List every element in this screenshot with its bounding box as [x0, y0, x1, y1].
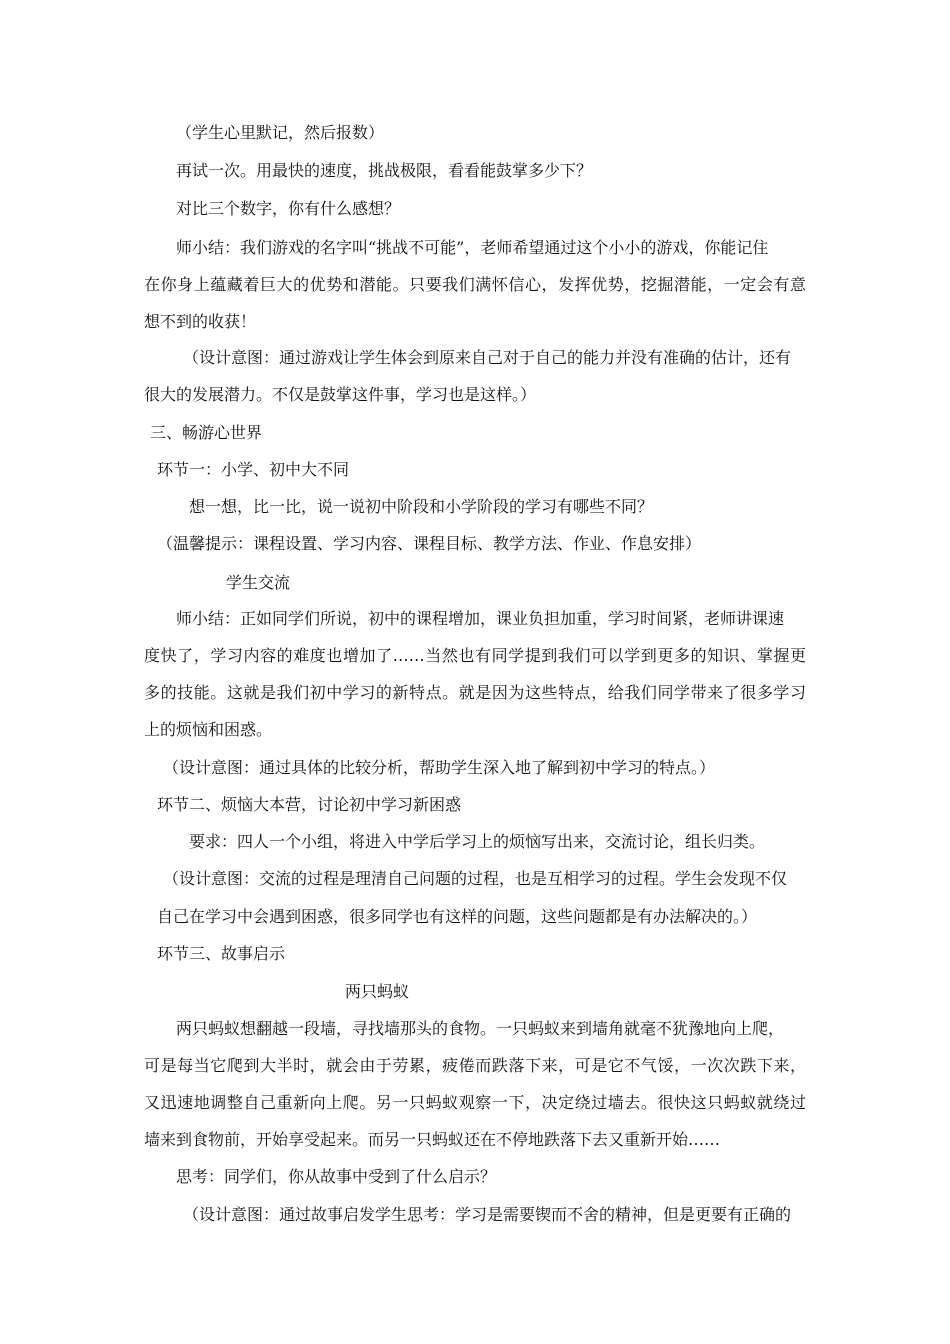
- paragraph-teacher-summary-line3: 想不到的收获！: [144, 312, 257, 331]
- paragraph-design-intent-2: （设计意图：通过具体的比较分析，帮助学生深入地了解到初中学习的特点。）: [163, 758, 716, 777]
- step-heading-1: 环节一：小学、初中大不同: [157, 460, 350, 479]
- step-heading-3: 环节三、故事启示: [157, 944, 286, 963]
- paragraph-student-exchange: 学生交流: [226, 573, 291, 592]
- paragraph-teacher-summary-2-line1: 师小结：正如同学们所说，初中的课程增加，课业负担加重，学习时间紧，老师讲课速: [176, 609, 785, 628]
- paragraph-design-intent-1-line1: （设计意图：通过游戏让学生体会到原来自己对于自己的能力并没有准确的估计，还有: [183, 348, 792, 367]
- paragraph-teacher-summary-line1: 师小结：我们游戏的名字叫“挑战不可能”，老师希望通过这个小小的游戏，你能记住: [176, 238, 769, 257]
- paragraph-teacher-summary-2-line2: 度快了，学习内容的难度也增加了……当然也有同学提到我们可以学到更多的知识、掌握更: [144, 646, 806, 665]
- section-heading-3: 三、畅游心世界: [150, 423, 263, 442]
- story-line4: 墙来到食物前，开始享受起来。而另一只蚂蚁还在不停地跌落下去又重新开始……: [144, 1130, 721, 1149]
- paragraph-warm-tip: （温馨提示：课程设置、学习内容、课程目标、教学方法、作业、作息安排）: [157, 534, 702, 553]
- paragraph-design-intent-4: （设计意图：通过故事启发学生思考：学习是需要锲而不舍的精神，但是更要有正确的: [183, 1205, 792, 1224]
- paragraph-think-compare: 想一想，比一比，说一说初中阶段和小学阶段的学习有哪些不同？: [189, 497, 654, 516]
- paragraph-teacher-summary-2-line4: 上的烦恼和困惑。: [144, 720, 273, 739]
- step-heading-2: 环节二、烦恼大本营，讨论初中学习新困惑: [157, 795, 462, 814]
- story-title: 两只蚂蚁: [345, 982, 410, 1001]
- paragraph-reflection: 思考：同学们，你从故事中受到了什么启示？: [176, 1167, 497, 1186]
- paragraph-student-count: （学生心里默记，然后报数）: [176, 123, 385, 142]
- paragraph-try-again: 再试一次。用最快的速度，挑战极限，看看能鼓掌多少下？: [176, 161, 593, 180]
- paragraph-compare-numbers: 对比三个数字，你有什么感想？: [176, 199, 401, 218]
- paragraph-teacher-summary-line2: 在你身上蕴藏着巨大的优势和潜能。只要我们满怀信心，发挥优势，挖掘潜能，一定会有意: [144, 275, 806, 294]
- story-line2: 可是每当它爬到大半时，就会由于劳累，疲倦而跌落下来，可是它不气馁，一次次跌下来，: [144, 1056, 806, 1075]
- paragraph-requirement: 要求：四人一个小组，将进入中学后学习上的烦恼写出来，交流讨论，组长归类。: [189, 832, 766, 851]
- paragraph-teacher-summary-2-line3: 多的技能。这就是我们初中学习的新特点。就是因为这些特点，给我们同学带来了很多学习: [144, 683, 806, 702]
- paragraph-design-intent-3-line1: （设计意图：交流的过程是理清自己问题的过程，也是互相学习的过程。学生会发现不仅: [163, 869, 788, 888]
- paragraph-design-intent-3-line2: 自己在学习中会遇到困惑，很多同学也有这样的问题，这些问题都是有办法解决的。）: [157, 907, 758, 926]
- story-line1: 两只蚂蚁想翻越一段墙，寻找墙那头的食物。一只蚂蚁来到墙角就毫不犹豫地向上爬，: [176, 1019, 785, 1038]
- story-line3: 又迅速地调整自己重新向上爬。另一只蚂蚁观察一下，决定绕过墙去。很快这只蚂蚁就绕过: [144, 1093, 806, 1112]
- paragraph-design-intent-1-line2: 很大的发展潜力。不仅是鼓掌这件事，学习也是这样。）: [144, 385, 537, 404]
